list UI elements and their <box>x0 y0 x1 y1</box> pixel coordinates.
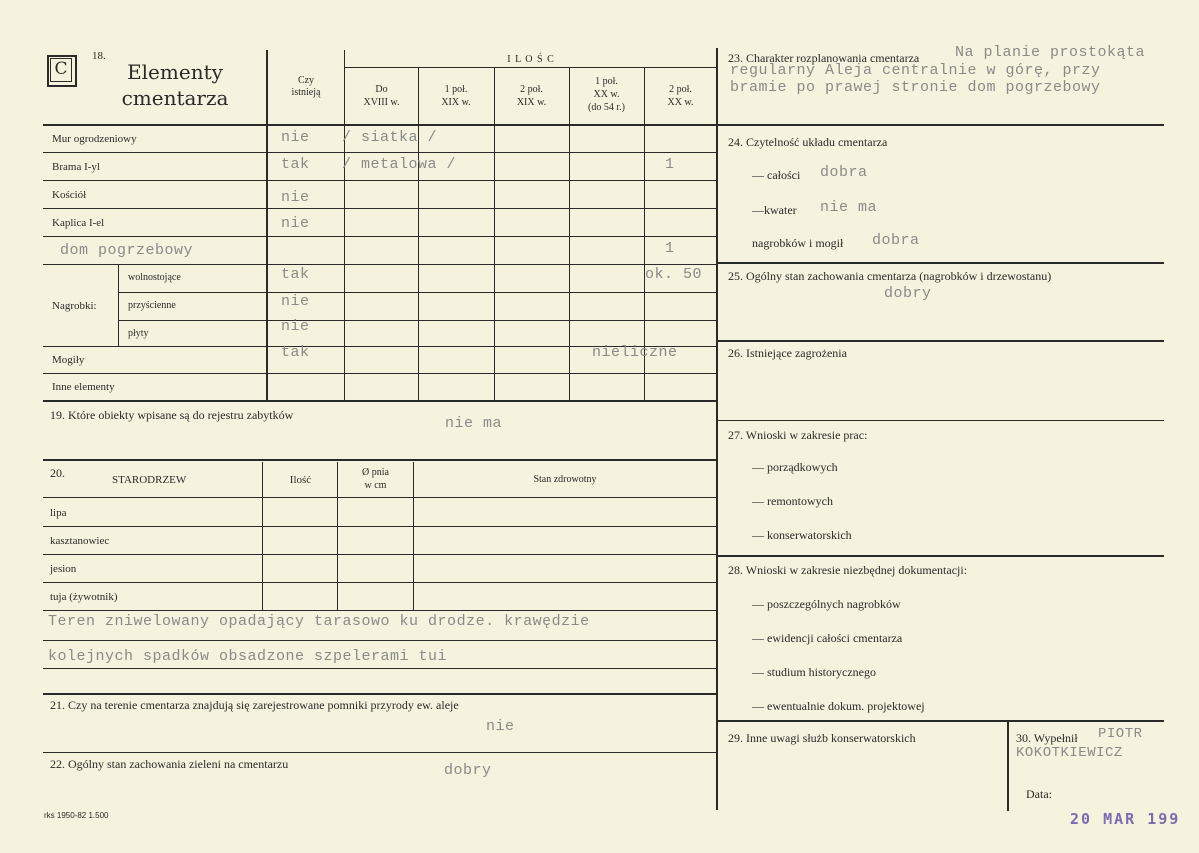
s25-bottom <box>717 340 1164 342</box>
col3-line2: XIX w. <box>516 97 547 108</box>
s27-label: 27. Wnioski w zakresie prac: <box>728 428 868 442</box>
s24-label: 24. Czytelność układu cmentarza <box>728 135 888 149</box>
s24-kwater-value: nie ma <box>820 199 878 216</box>
s21-bottom <box>43 752 717 753</box>
col1-line2: XVIII w. <box>363 97 400 108</box>
row-line <box>43 264 717 265</box>
tree-row-line <box>43 554 717 555</box>
row-kosciol-label: Kościół <box>52 189 87 201</box>
tree-row-line <box>43 640 717 641</box>
col2-line2: XIX w. <box>441 97 471 108</box>
tree-lipa: lipa <box>50 507 67 519</box>
row-brama-label: Brama I-yl <box>52 161 100 173</box>
s26-bottom <box>717 420 1164 421</box>
title-divider <box>266 50 268 400</box>
czy-divider <box>344 50 345 400</box>
row-kosciol-exists: nie <box>281 189 310 206</box>
row-przysc-label: przyścienne <box>128 300 176 311</box>
badge-letter: C <box>54 59 68 79</box>
col2-line1: 1 poł. <box>444 84 468 95</box>
row-wolno-count: ok. 50 <box>645 266 703 283</box>
print-code: rks 1950-82 1.500 <box>44 811 109 820</box>
s28-item-studium: — studium historycznego <box>752 665 876 679</box>
col5-line1: 2 poł. <box>669 84 692 95</box>
s20-pnia-1: Ø pnia <box>362 467 389 478</box>
tree-jesion: jesion <box>50 563 77 575</box>
col-div-2 <box>494 67 495 400</box>
s23-line3: bramie po prawej stronie dom pogrzebowy <box>730 79 1101 96</box>
row-brama-exists: tak <box>281 156 310 173</box>
row-mogily-exists: tak <box>281 344 310 361</box>
s20-note-line2: kolejnych spadków obsadzone szpelerami tui <box>48 648 448 665</box>
s28-bottom <box>717 720 1164 722</box>
s23-label: 23. Charakter rozplanowania cmentarza <box>728 51 920 65</box>
row-brama-count: 1 <box>665 156 675 173</box>
center-divider <box>716 48 718 810</box>
row-plyty-exists: nie <box>281 318 310 335</box>
row-kaplica-label: Kaplica I-el <box>52 217 105 229</box>
tree-row-line <box>43 526 717 527</box>
s19-label: 19. Które obiekty wpisane są do rejestru zabytków <box>50 408 294 422</box>
tree-row-line <box>43 610 717 611</box>
header-istnieja: istnieją <box>291 87 321 98</box>
s25-value: dobry <box>884 285 932 302</box>
col3-line1: 2 poł. <box>520 84 543 95</box>
row-inne-label: Inne elementy <box>52 381 115 393</box>
s20-pnia-2: w cm <box>364 480 387 491</box>
s26-label: 26. Istniejące zagrożenia <box>728 346 847 360</box>
row-mogily-note: nieliczne <box>592 344 678 361</box>
s20-starodrzew: STARODRZEW <box>112 474 187 486</box>
row-plyty-label: płyty <box>128 328 149 339</box>
s20-div-1 <box>262 462 263 610</box>
row-kaplica-exists: nie <box>281 215 310 232</box>
s23-line2: regularny Aleja centralnie w górę, przy <box>730 62 1101 79</box>
section-title-line1: Elementy <box>127 60 223 84</box>
s22-label: 22. Ogólny stan zachowania zieleni na cmentarzu <box>50 757 289 771</box>
header-ilosc: I L O Ś C <box>507 54 555 65</box>
s30-name1: PIOTR <box>1098 726 1143 742</box>
row-wolno-label: wolnostojące <box>128 272 181 283</box>
s21-value: nie <box>486 718 515 735</box>
row-mur-note: / siatka / <box>342 129 438 146</box>
s24-bottom <box>717 262 1164 264</box>
s28-item-nagrobkow: — poszczególnych nagrobków <box>752 597 901 611</box>
row-mogily-label: Mogiły <box>52 354 85 366</box>
s24-calosci-value: dobra <box>820 164 868 181</box>
s24-calosci-label: — całości <box>752 168 801 182</box>
tree-row-line <box>43 582 717 583</box>
tree-tuja: tuja (żywotnik) <box>50 591 118 603</box>
tree-row-line <box>43 668 717 669</box>
s28-label: 28. Wnioski w zakresie niezbędnej dokumentacji: <box>728 563 968 577</box>
s20-number: 20. <box>50 466 65 480</box>
s28-item-projektowej: — ewentualnie dokum. projektowej <box>752 699 925 713</box>
row-brama-note: / metalowa / <box>342 156 457 173</box>
row-wolno-exists: tak <box>281 266 310 283</box>
ilosc-underline <box>345 67 717 68</box>
s23-bottom <box>717 124 1164 126</box>
s24-kwater-label: —kwater <box>752 203 797 217</box>
s20-stan: Stan zdrowotny <box>533 474 597 485</box>
s29-label: 29. Inne uwagi służb konserwatorskich <box>728 731 916 745</box>
s30-data-label: Data: <box>1026 787 1052 801</box>
s20-header-bottom <box>43 497 717 498</box>
s27-item-konserwatorskich: — konserwatorskich <box>752 528 852 542</box>
s20-div-3 <box>413 462 414 610</box>
s24-nagrobkow-value: dobra <box>872 232 920 249</box>
col4-line1: 1 poł. <box>595 76 618 87</box>
s19-value: nie ma <box>445 415 503 432</box>
row-line <box>43 236 717 237</box>
col4-line3: (do 54 r.) <box>588 102 625 113</box>
row-nagrobki-label: Nagrobki: <box>52 300 97 312</box>
s20-ilosc: Ilość <box>289 474 312 486</box>
s23-line1: Na planie prostokąta <box>955 44 1146 61</box>
row-dom-count: 1 <box>665 240 675 257</box>
col-div-1 <box>418 67 419 400</box>
col5-line2: XX w. <box>667 97 694 108</box>
s25-label: 25. Ogólny stan zachowania cmentarza (nagrobków i drzewostanu) <box>728 269 1052 283</box>
date-stamp: 20 MAR 199 <box>1070 810 1181 828</box>
row-line <box>43 152 717 153</box>
s19-bottom <box>43 459 717 461</box>
section18-bottom <box>43 400 717 402</box>
s20-note-line1: Teren zniwelowany opadający tarasowo ku drodze. krawędzie <box>48 613 590 630</box>
row-line <box>118 292 717 293</box>
s20-bottom <box>43 693 717 695</box>
s21-label: 21. Czy na terenie cmentarza znajdują się zarejestrowane pomniki przyrody ew. aleje <box>50 698 459 712</box>
row-dom-label: dom pogrzebowy <box>60 242 194 259</box>
header-czy: Czy <box>297 75 315 86</box>
s28-item-ewidencji: — ewidencji całości cmentarza <box>752 631 903 645</box>
s27-item-remontowych: — remontowych <box>752 494 833 508</box>
s22-value: dobry <box>444 762 492 779</box>
row-line <box>43 180 717 181</box>
s29-s30-divider <box>1007 721 1009 811</box>
row-line <box>43 373 717 374</box>
nagrobki-divider <box>118 264 119 346</box>
s27-item-porzadkowych: — porządkowych <box>752 460 838 474</box>
row-line <box>118 320 717 321</box>
col4-line2: XX w. <box>593 89 620 100</box>
row-mur-label: Mur ogrodzeniowy <box>52 133 137 145</box>
row-przysc-exists: nie <box>281 293 310 310</box>
s20-div-2 <box>337 462 338 610</box>
col-div-3 <box>569 67 570 400</box>
row-mur-exists: nie <box>281 129 310 146</box>
row-line <box>43 208 717 209</box>
section-title-line2: cmentarza <box>121 86 229 110</box>
tree-kasztanowiec: kasztanowiec <box>50 535 110 547</box>
s24-nagrobkow-label: nagrobków i mogił <box>752 236 844 250</box>
s27-bottom <box>717 555 1164 557</box>
header-bottom-line <box>43 124 717 126</box>
s30-label: 30. Wypełnił <box>1016 731 1078 745</box>
col1-line1: Do <box>375 84 388 95</box>
s30-name2: KOKOTKIEWICZ <box>1016 745 1123 761</box>
section-number-18: 18. <box>92 50 106 62</box>
